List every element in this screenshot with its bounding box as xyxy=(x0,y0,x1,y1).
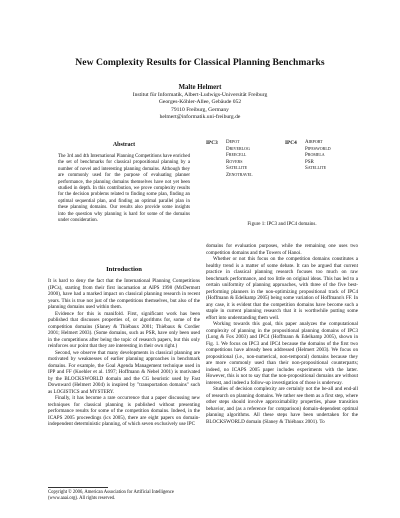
intro-paragraph: Second, we observe that many developments in classical planning are motivated by weaknesses of earlier planning approaches in benchmark domains. For example, the Goal Agenda Management technique used in IPP and FF (Koehler et al. 1997; Hoffmann & Nebel 2001) is motivated by the BLOCKSWORLD domain and the CG heuristic used by Fast Downward (Helmert 2004) is inspired by "transportation domains" such as LOGISTICS and MYSTERY. xyxy=(48,349,200,395)
footnote-divider xyxy=(48,487,108,488)
domain-item: Depot xyxy=(226,140,240,145)
affiliation-line: 79110 Freiburg, Germany xyxy=(171,106,229,113)
author-email: helmert@informatik.uni-freiburg.de xyxy=(159,114,241,121)
paper-title: New Complexity Results for Classical Planning Benchmarks xyxy=(75,57,325,68)
intro-paragraph: Finally, it has become a rare occurrence that a paper discussing new techniques for classical planning is published without presenting performance results for some of the competition domains. Indeed, in the ICAPS 2005 proceedings (ics 2005), there are eight papers on domain-independent deterministic planning, of which seven exclusively use IPC xyxy=(48,395,200,427)
domain-item: Driverlog xyxy=(226,146,250,152)
intro-paragraph: Evidence for this is manifold. First, significant work has been published that discusses properties of, or algorithms for, some of the competition domains (Slaney & Thiébaux 2001; Thiébaux & Cordier 2001; Helmert 2003). (Some domains, such as PSR, have only been used in the competitions after being the topic of research papers, but this only reinforces our point that they are interesting in their own right.) xyxy=(48,310,200,349)
domain-item: Promela xyxy=(305,153,325,159)
domain-item: Zenotravel xyxy=(226,172,253,178)
right-column-body xyxy=(206,243,358,425)
affiliation-line: Georges-Köhler-Allee, Gebäude 052 xyxy=(158,99,242,106)
body-paragraph: domains for evaluation purposes, while the remaining one uses two competition domains and the Towers of Hanoi. xyxy=(206,243,358,256)
body-paragraph: Whether or not this focus on the competition domains constitutes a healthy trend is a matter of some debate. It can be argued that current practice in classical planning research focuses too much on raw benchmark performance, and too little on original ideas. This has led to a certain uniformity of planning approaches, with three of the five best-performing planners in the non-optimizing propositional track of IPC4 (Hoffmann & Edelkamp 2005) being some variation of Hoffmann's FF. In any case, it is evident that the competition domains have become such a staple in current planning research that it is worthwhile putting some effort into understanding them well. xyxy=(206,256,358,321)
introduction-body xyxy=(48,278,200,428)
abstract-heading: Abstract xyxy=(112,142,136,148)
ipc4-label: IPC4 xyxy=(285,140,297,146)
body-paragraph: Working towards this goal, this paper analyzes the computational complexity of planning in the propositional planning domains of IPC3 (Long & Fox 2003) and IPC4 (Hoffmann & Edelkamp 2005), shown in Fig. 1. We focus on IPC3 and IPC4 because the domains of the first two competitions have already been addressed (Helmert 2003). We focus on propositional (i.e., non-numerical, non-temporal) domains because they are more commonly used than their non-propositional counterparts; indeed, no ICAPS 2005 paper includes experiments with the latter. However, this is not to say that the non-propositional domains are without interest, and indeed a follow-up investigation of those is underway. xyxy=(206,321,358,386)
abstract-text: The 3rd and 4th International Planning Competitions have enriched the set of benchmarks for classical propositional planning by a number of novel and interesting planning domains. Although they are commonly used for the purpose of evaluating planner performance, the planning domains themselves have not yet been studied in depth. In this contribution, we prove complexity results for the decision problems related to finding some plan, finding an optimal sequential plan, and finding an optimal parallel plan in these planning domains. Our results also provide some insights into the question why planning is hard for some of the domains under consideration. xyxy=(58,154,191,224)
affiliation-line: Institut für Informatik, Albert-Ludwigs-Universität Freiburg xyxy=(132,92,268,98)
copyright-notice: Copyright © 2006, American Association for Artificial Intelligence (www.aaai.org). All rights reserved. xyxy=(48,490,174,501)
ipc4-domain-list xyxy=(305,140,331,173)
introduction-heading: Introduction xyxy=(106,266,142,273)
figure-1-domain-table xyxy=(206,140,358,210)
author-name: Malte Helmert xyxy=(178,84,222,91)
domain-item: Rovers xyxy=(226,159,243,165)
domain-item: Airport xyxy=(305,140,323,145)
intro-paragraph: It is hard to deny the fact that the International Planning Competitions (IPCs), starting from their first incarnation at AIPS 1998 (McDermott 2000), have had a marked impact on classical planning research in recent years. This is true not just of the competitions themselves, but also of the planning domains used within them. xyxy=(48,278,200,310)
ipc3-label: IPC3 xyxy=(206,140,218,146)
figure-1-caption: Figure 1: IPC3 and IPC4 domains. xyxy=(247,222,317,227)
ipc3-domain-list xyxy=(226,140,253,180)
domain-item: Satellite xyxy=(226,166,248,172)
author-block xyxy=(60,83,340,122)
domain-item: PSR xyxy=(305,159,314,165)
body-paragraph: Studies of decision complexity are certainly not the be-all and end-all of research on planning domains. We rather see them as a first step, where other steps should involve approximability properties, phase transition behavior, and (as a reference for comparison) domain-dependent optimal planning algorithms. All these steps have been undertaken for the BLOCKSWORLD domain (Slaney & Thiébaux 2001). To xyxy=(206,386,358,425)
domain-item: Pipesworld xyxy=(305,146,331,152)
domain-item: Satellite xyxy=(305,166,327,172)
domain-item: Freecell xyxy=(226,153,247,159)
